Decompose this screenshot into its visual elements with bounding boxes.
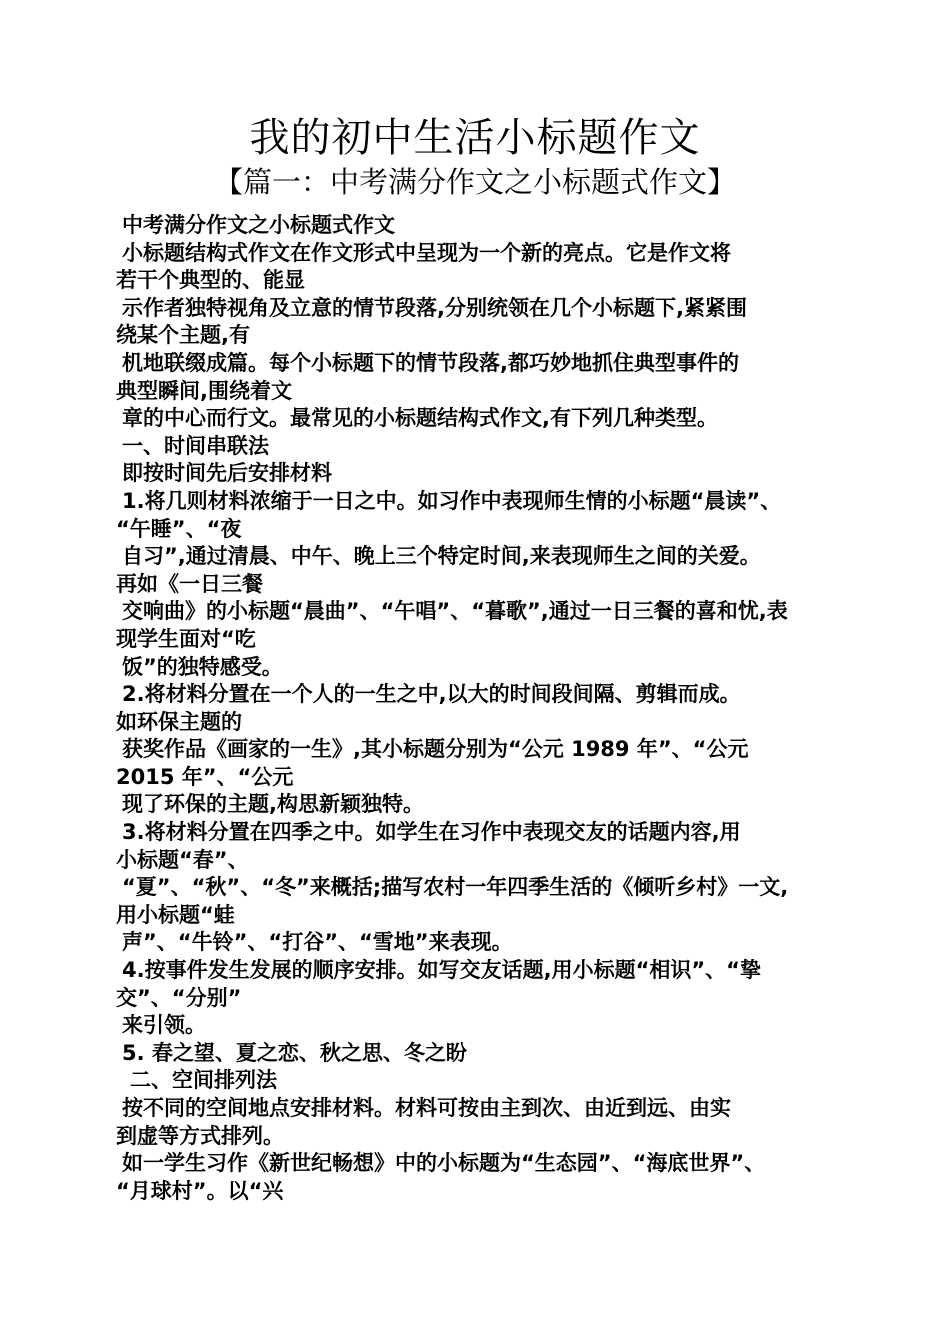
body-line: 即按时间先后安排材料 [122, 461, 332, 486]
body-line: 4.按事件发生发展的顺序安排。如写交友话题,用小标题“相识”、“挚 [122, 958, 761, 983]
body-line: 5. 春之望、夏之恋、秋之思、冬之盼 [122, 1040, 467, 1065]
body-line: 如一学生习作《新世纪畅想》中的小标题为“生态园”、“海底世界”、 [122, 1151, 766, 1176]
section-heading: 二、空间排列法 [130, 1068, 277, 1093]
body-line: 现学生面对“吃 [116, 626, 256, 651]
body-line: “午睡”、“夜 [116, 516, 242, 541]
body-line: 饭”的独特感受。 [122, 654, 283, 679]
body-line: 按不同的空间地点安排材料。材料可按由主到次、由近到远、由实 [122, 1096, 731, 1120]
body-line: 2.将材料分置在一个人的一生之中,以大的时间段间隔、剪辑而成。 [122, 682, 741, 707]
body-line: 中考满分作文之小标题式作文 [122, 213, 395, 237]
body-line: 到虚等方式排列。 [116, 1123, 284, 1148]
body-line: “月球村”。以“兴 [116, 1178, 284, 1203]
body-line: 小标题结构式作文在作文形式中呈现为一个新的亮点。它是作文将 [122, 240, 731, 265]
document-body [116, 212, 846, 1205]
section-heading: 一、时间串联法 [122, 433, 269, 458]
body-line: 获奖作品《画家的一生》,其小标题分别为“公元 1989 年”、“公元 [122, 737, 749, 762]
document-subtitle: 【篇一：中考满分作文之小标题式作文】 [213, 165, 736, 199]
body-line: 小标题“春”、 [116, 847, 249, 872]
body-line: 声”、“牛铃”、“打谷”、“雪地”来表现。 [122, 930, 513, 955]
document-title: 我的初中生活小标题作文 [249, 115, 701, 161]
body-line: 如环保主题的 [116, 709, 242, 734]
body-line: 来引领。 [122, 1013, 206, 1038]
body-line: 若干个典型的、能显 [116, 268, 305, 293]
body-line: 自习”,通过清晨、中午、晚上三个特定时间,来表现师生之间的关爱。 [122, 544, 761, 569]
body-line: 章的中心而行文。最常见的小标题结构式作文,有下列几种类型。 [122, 406, 718, 431]
body-line: 用小标题“蛙 [116, 902, 235, 927]
body-line: 交响曲》的小标题“晨曲”、“午唱”、“暮歌”,通过一日三餐的喜和忧,表 [122, 599, 788, 624]
body-line: 3.将材料分置在四季之中。如学生在习作中表现交友的话题内容,用 [122, 820, 741, 845]
body-line: 机地联缀成篇。每个小标题下的情节段落,都巧妙地抓住典型事件的 [122, 350, 739, 375]
body-line: “夏”、“秋”、“冬”来概括;描写农村一年四季生活的《倾听乡村》一文, [122, 875, 789, 900]
body-line: 交”、“分别” [116, 985, 242, 1010]
body-line: 绕某个主题,有 [116, 323, 250, 348]
body-line: 典型瞬间,围绕着文 [116, 378, 292, 403]
body-line: 1.将几则材料浓缩于一日之中。如习作中表现师生情的小标题“晨读”、 [122, 488, 782, 513]
body-line: 示作者独特视角及立意的情节段落,分别统领在几个小标题下,紧紧围 [122, 295, 747, 320]
body-line: 2015 年”、“公元 [116, 764, 294, 789]
body-line: 现了环保的主题,构思新颖独特。 [122, 792, 424, 817]
body-line: 再如《一日三餐 [116, 571, 263, 596]
